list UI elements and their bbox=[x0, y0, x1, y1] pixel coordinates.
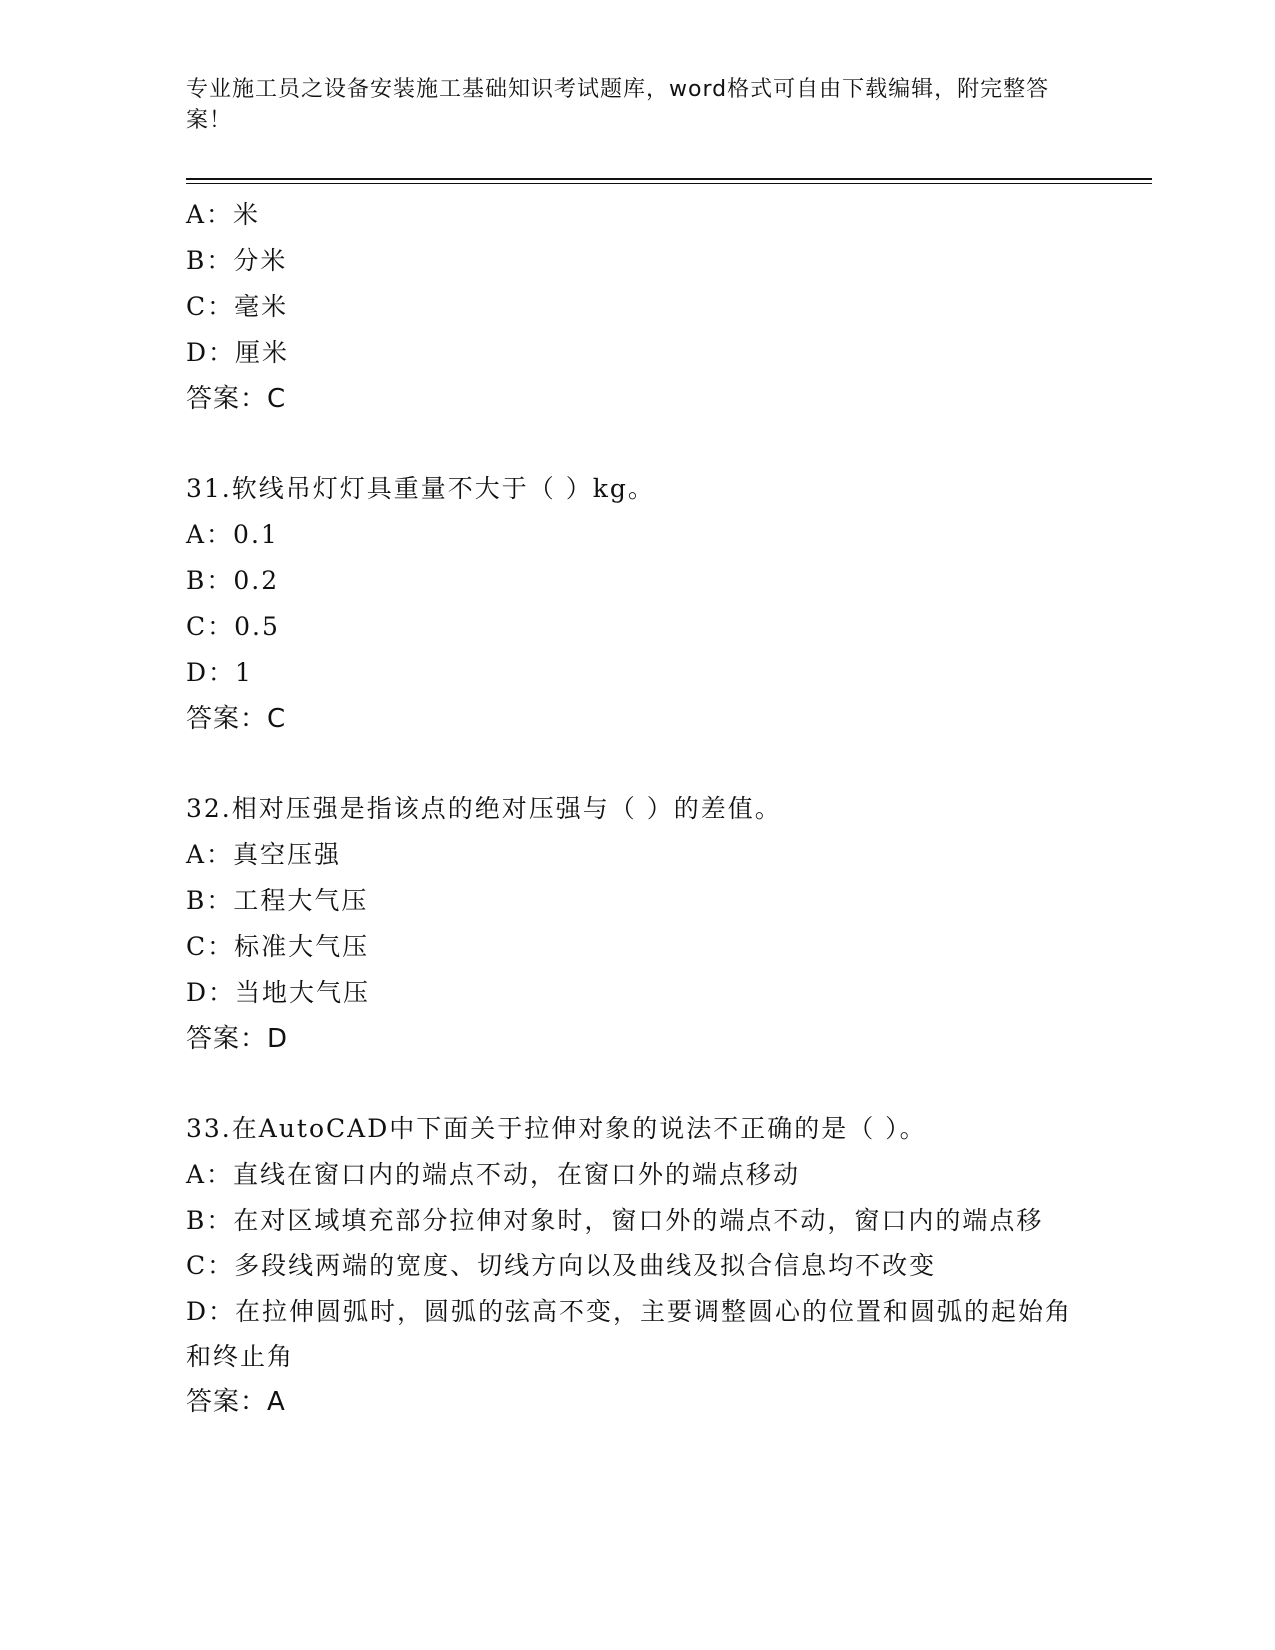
answer-line: 答案：D bbox=[186, 1024, 289, 1054]
option-c: C：0.5 bbox=[186, 612, 280, 641]
option-c: C：毫米 bbox=[186, 292, 289, 321]
option-c: C：标准大气压 bbox=[186, 932, 370, 961]
option-d: D：厘米 bbox=[186, 338, 290, 367]
option-b: B：分米 bbox=[186, 246, 288, 275]
header-rule-bottom bbox=[186, 183, 1152, 184]
answer-line: 答案：C bbox=[186, 704, 287, 734]
question-stem: 32.相对压强是指该点的绝对压强与（ ）的差值。 bbox=[186, 794, 782, 823]
option-d: D：当地大气压 bbox=[186, 978, 371, 1007]
option-b: B：工程大气压 bbox=[186, 886, 369, 915]
option-a: A：0.1 bbox=[186, 520, 279, 549]
option-a: A：直线在窗口内的端点不动，在窗口外的端点移动 bbox=[186, 1160, 801, 1189]
question-32 bbox=[186, 786, 1076, 1062]
option-a: A：真空压强 bbox=[186, 840, 342, 869]
spacer bbox=[186, 1062, 1076, 1106]
option-d: D：在拉伸圆弧时，圆弧的弦高不变，主要调整圆心的位置和圆弧的起始角和终止角 bbox=[186, 1297, 1073, 1371]
spacer bbox=[186, 422, 1076, 466]
answer-line: 答案：C bbox=[186, 384, 287, 414]
question-31 bbox=[186, 466, 1076, 742]
spacer bbox=[186, 742, 1076, 786]
question-stem: 31.软线吊灯灯具重量不大于（ ）kg。 bbox=[186, 474, 655, 503]
option-b: B：0.2 bbox=[186, 566, 280, 595]
question-list bbox=[186, 192, 1076, 1425]
option-d: D：1 bbox=[186, 658, 253, 687]
option-a: A：米 bbox=[186, 200, 261, 229]
document-header: 专业施工员之设备安装施工基础知识考试题库，word格式可自由下载编辑，附完整答案！ bbox=[186, 77, 1050, 133]
option-b: B：在对区域填充部分拉伸对象时，窗口外的端点不动，窗口内的端点移 bbox=[186, 1206, 1044, 1235]
question-33 bbox=[186, 1106, 1076, 1425]
header-rule-top bbox=[186, 178, 1152, 180]
question-stem: 33.在AutoCAD中下面关于拉伸对象的说法不正确的是（ ）。 bbox=[186, 1114, 927, 1143]
option-c: C：多段线两端的宽度、切线方向以及曲线及拟合信息均不改变 bbox=[186, 1251, 937, 1280]
partial-question bbox=[186, 192, 1076, 422]
answer-line: 答案：A bbox=[186, 1387, 286, 1417]
